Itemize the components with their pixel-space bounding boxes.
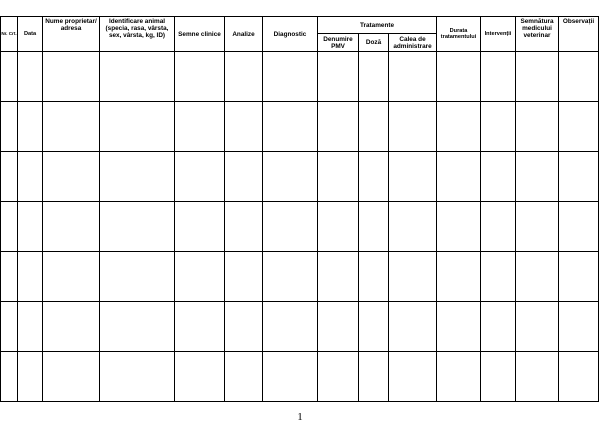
table-cell[interactable]	[481, 302, 516, 352]
register-body	[1, 52, 599, 402]
table-cell[interactable]	[43, 252, 100, 302]
table-cell[interactable]	[175, 152, 225, 202]
table-cell[interactable]	[1, 202, 18, 252]
table-cell[interactable]	[225, 52, 263, 102]
table-cell[interactable]	[1, 302, 18, 352]
table-cell[interactable]	[263, 302, 318, 352]
table-cell[interactable]	[559, 152, 599, 202]
table-cell[interactable]	[43, 102, 100, 152]
table-cell[interactable]	[389, 202, 437, 252]
table-cell[interactable]	[263, 102, 318, 152]
table-cell[interactable]	[1, 352, 18, 402]
table-cell[interactable]	[359, 102, 389, 152]
table-cell[interactable]	[437, 152, 481, 202]
table-cell[interactable]	[559, 252, 599, 302]
table-cell[interactable]	[100, 252, 175, 302]
header-observations: Observații	[559, 17, 599, 52]
table-cell[interactable]	[43, 52, 100, 102]
table-cell[interactable]	[225, 202, 263, 252]
table-cell[interactable]	[481, 352, 516, 402]
table-cell[interactable]	[437, 302, 481, 352]
table-cell[interactable]	[225, 152, 263, 202]
table-cell[interactable]	[559, 302, 599, 352]
table-cell[interactable]	[18, 302, 43, 352]
table-cell[interactable]	[481, 152, 516, 202]
table-cell[interactable]	[389, 352, 437, 402]
table-row	[1, 102, 599, 152]
header-treatments-group: Tratamente	[318, 17, 437, 34]
table-cell[interactable]	[559, 102, 599, 152]
header-interventions: Intervenții	[481, 17, 516, 52]
table-cell[interactable]	[516, 52, 559, 102]
table-cell[interactable]	[516, 352, 559, 402]
table-cell[interactable]	[225, 252, 263, 302]
table-row	[1, 202, 599, 252]
header-nr-crt: Nr. Crt.	[1, 17, 18, 52]
header-animal-identification: Identificare animal (specia, rasa, vârsta, sex, vârsta, kg, ID)	[100, 17, 175, 52]
table-cell[interactable]	[225, 352, 263, 402]
table-row	[1, 302, 599, 352]
table-cell[interactable]	[389, 152, 437, 202]
table-cell[interactable]	[318, 302, 359, 352]
table-cell[interactable]	[437, 52, 481, 102]
table-cell[interactable]	[359, 252, 389, 302]
table-cell[interactable]	[389, 252, 437, 302]
header-clinical-signs: Semne clinice	[175, 17, 225, 52]
table-cell[interactable]	[389, 302, 437, 352]
table-cell[interactable]	[359, 152, 389, 202]
table-cell[interactable]	[263, 52, 318, 102]
table-cell[interactable]	[263, 202, 318, 252]
header-analyses: Analize	[225, 17, 263, 52]
table-row	[1, 252, 599, 302]
table-cell[interactable]	[263, 352, 318, 402]
table-cell[interactable]	[359, 352, 389, 402]
table-cell[interactable]	[437, 202, 481, 252]
table-cell[interactable]	[559, 202, 599, 252]
table-cell[interactable]	[18, 152, 43, 202]
table-cell[interactable]	[43, 352, 100, 402]
header-date: Data	[18, 17, 43, 52]
table-cell[interactable]	[481, 102, 516, 152]
table-cell[interactable]	[437, 252, 481, 302]
header-vet-signature: Semnătura medicului veterinar	[516, 17, 559, 52]
table-cell[interactable]	[225, 302, 263, 352]
table-cell[interactable]	[100, 202, 175, 252]
table-cell[interactable]	[18, 52, 43, 102]
table-cell[interactable]	[18, 352, 43, 402]
table-cell[interactable]	[263, 152, 318, 202]
header-dose: Doză	[359, 34, 389, 52]
table-cell[interactable]	[318, 52, 359, 102]
table-row	[1, 152, 599, 202]
table-cell[interactable]	[318, 202, 359, 252]
table-cell[interactable]	[359, 302, 389, 352]
table-cell[interactable]	[175, 252, 225, 302]
table-cell[interactable]	[175, 302, 225, 352]
table-cell[interactable]	[175, 352, 225, 402]
table-cell[interactable]	[1, 252, 18, 302]
treatment-register-table	[0, 16, 599, 402]
table-cell[interactable]	[516, 102, 559, 152]
table-cell[interactable]	[481, 252, 516, 302]
table-cell[interactable]	[516, 152, 559, 202]
table-cell[interactable]	[100, 52, 175, 102]
table-cell[interactable]	[100, 302, 175, 352]
header-administration-route: Calea de administrare	[389, 34, 437, 52]
table-cell[interactable]	[175, 102, 225, 152]
table-cell[interactable]	[100, 102, 175, 152]
table-cell[interactable]	[225, 102, 263, 152]
table-cell[interactable]	[1, 52, 18, 102]
table-cell[interactable]	[516, 252, 559, 302]
table-cell[interactable]	[389, 52, 437, 102]
table-cell[interactable]	[1, 152, 18, 202]
table-cell[interactable]	[1, 102, 18, 152]
header-owner-address: Nume proprietar/ adresa	[43, 17, 100, 52]
table-cell[interactable]	[18, 252, 43, 302]
table-cell[interactable]	[318, 352, 359, 402]
table-cell[interactable]	[318, 252, 359, 302]
table-cell[interactable]	[389, 102, 437, 152]
header-treatment-duration: Durata tratamentului	[437, 17, 481, 52]
table-cell[interactable]	[516, 202, 559, 252]
table-cell[interactable]	[318, 102, 359, 152]
table-cell[interactable]	[43, 152, 100, 202]
table-cell[interactable]	[18, 102, 43, 152]
table-cell[interactable]	[559, 52, 599, 102]
table-cell[interactable]	[100, 352, 175, 402]
table-cell[interactable]	[559, 352, 599, 402]
table-cell[interactable]	[437, 352, 481, 402]
table-cell[interactable]	[43, 202, 100, 252]
table-cell[interactable]	[437, 102, 481, 152]
table-cell[interactable]	[516, 302, 559, 352]
table-cell[interactable]	[359, 52, 389, 102]
table-cell[interactable]	[481, 202, 516, 252]
page-number: 1	[297, 411, 303, 423]
table-row	[1, 52, 599, 102]
header-diagnosis: Diagnostic	[263, 17, 318, 52]
table-row	[1, 352, 599, 402]
table-cell[interactable]	[18, 202, 43, 252]
table-cell[interactable]	[359, 202, 389, 252]
table-cell[interactable]	[175, 202, 225, 252]
table-cell[interactable]	[318, 152, 359, 202]
table-cell[interactable]	[263, 252, 318, 302]
table-cell[interactable]	[175, 52, 225, 102]
table-cell[interactable]	[43, 302, 100, 352]
header-pmv-name: Denumire PMV	[318, 34, 359, 52]
table-cell[interactable]	[100, 152, 175, 202]
table-cell[interactable]	[481, 52, 516, 102]
